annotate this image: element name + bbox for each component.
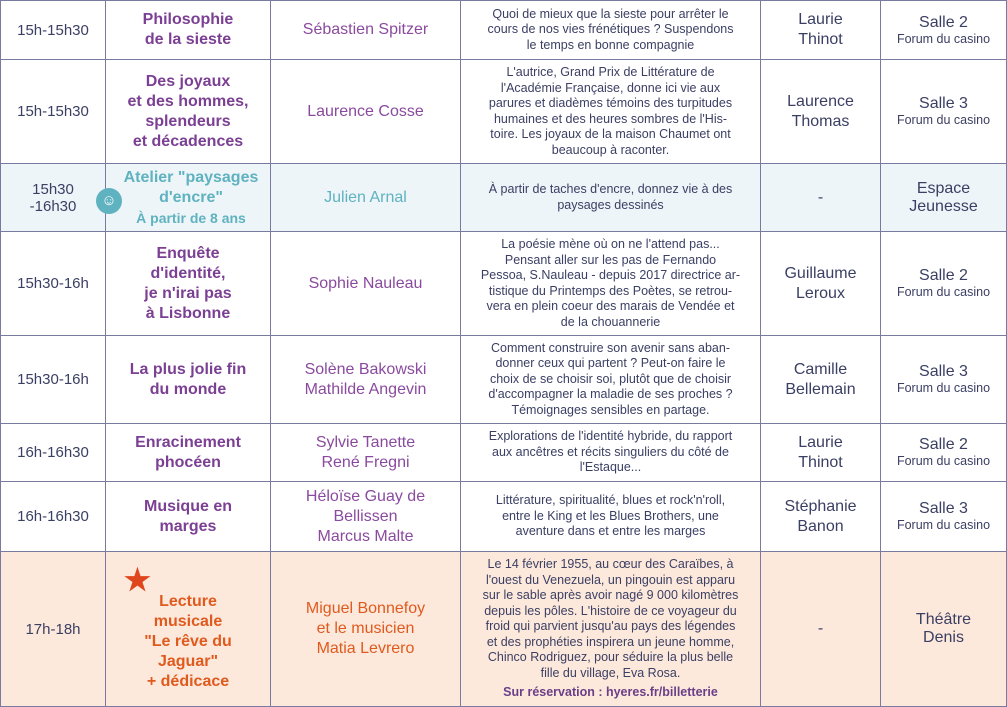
author-name: Miguel Bonnefoy [305, 600, 426, 617]
moderator-cell: Guillaume Leroux [761, 232, 881, 336]
place-cell: Salle 3 Forum du casino [881, 60, 1007, 164]
author-cell [271, 1, 461, 60]
moderator-cell: Laurie Thinot [761, 1, 881, 60]
author-name: Matia Levrero [316, 640, 415, 657]
author-name: Bellissen [333, 507, 398, 525]
age-label: À partir de 8 ans [136, 209, 246, 226]
place-cell: Salle 2 Forum du casino [881, 424, 1007, 482]
description-cell: Le 14 février 1955, au cœur des Caraïbes, à l'ouest du Venezuela, un pingouin est apparu sur le sable après avoir nagé 9 000 kilomètres depuis les pôles. L'histoire de ce voyageur du froid qui parvient jusqu'au pays des légendes et des prophéties inspirera un jeune homme, Chinco Rodriguez, pour séduire la plus belle fille du village, Eva Rosa. Sur réservation : hyeres.fr/billetterie [461, 552, 761, 707]
time-cell: 15h-15h30 [1, 1, 106, 60]
author-name: Mathilde Angevin [304, 380, 427, 398]
author-name: Héloïse Guay de [305, 487, 426, 505]
description-cell: Explorations de l'identité hybride, du rapport aux ancêtres et récits singuliers du côté de l'Estaque... [461, 424, 761, 482]
description-cell: Comment construire son avenir sans aban- donner ceux qui partent ? Peut-on faire le choix de se choisir soi, plutôt que de choisir d'accompagner la maladie de ses proches ? Témoignages sensibles en partage. [461, 336, 761, 424]
author-name: Marcus Malte [317, 527, 414, 545]
description-cell: L'autrice, Grand Prix de Littérature de l'Académie Française, donne ici vie aux parures et diadèmes témoins des turpitudes humaines et des heures sombres de l'His- toire. Les joyaux de la maison Chaumet ont beaucoup à raconter. [461, 60, 761, 164]
time-cell: 15h30 -16h30 [1, 164, 106, 232]
moderator-cell: Stéphanie Banon [761, 482, 881, 552]
moderator-cell: - [761, 552, 881, 707]
author-name: Sophie Nauleau [308, 274, 423, 292]
description-cell: Quoi de mieux que la sieste pour arrêter le cours de nos vies frénétiques ? Suspendons le temps en bonne compagnie [461, 1, 761, 60]
place-cell: Salle 3 Forum du casino [881, 482, 1007, 552]
title-cell: ★ Lecture musicale "Le rêve du Jaguar" + dédicace [106, 552, 271, 707]
author-cell [271, 552, 461, 707]
star-icon: ★ [124, 564, 151, 597]
author-name: René Fregni [321, 453, 410, 471]
title-line: de la sieste [144, 31, 232, 48]
place-cell: Théâtre Denis [881, 552, 1007, 707]
moderator-cell: Laurence Thomas [761, 60, 881, 164]
time-cell: 15h-15h30 [1, 60, 106, 164]
description-cell: Littérature, spiritualité, blues et rock'n'roll, entre le King et les Blues Brothers, une aventure dans et entre les marges [461, 482, 761, 552]
author-cell [271, 482, 461, 552]
author-cell [271, 60, 461, 164]
table-row [1, 1, 1007, 60]
time-cell: 15h30-16h [1, 336, 106, 424]
moderator-cell: Laurie Thinot [761, 424, 881, 482]
place-cell: Salle 2 Forum du casino [881, 232, 1007, 336]
moderator-cell: Camille Bellemain [761, 336, 881, 424]
title-cell: Des joyaux et des hommes, splendeurs et décadences [106, 60, 271, 164]
place-cell: Salle 3 Forum du casino [881, 336, 1007, 424]
title-cell: ☺ Atelier "paysages d'encre" À partir de 8 ans [106, 164, 271, 232]
author-name: et le musicien [316, 620, 415, 637]
child-icon: ☺ [96, 188, 122, 214]
title-cell: Enquête d'identité, je n'irai pas à Lisbonne [106, 232, 271, 336]
table-row [1, 552, 1007, 707]
table-row [1, 424, 1007, 482]
author-name: Sylvie Tanette [315, 433, 416, 451]
moderator-cell: - [761, 164, 881, 232]
time-cell: 16h-16h30 [1, 424, 106, 482]
place-cell: Espace Jeunesse [881, 164, 1007, 232]
table-row [1, 164, 1007, 232]
description-cell: À partir de taches d'encre, donnez vie à des paysages dessinés [461, 164, 761, 232]
table-row [1, 232, 1007, 336]
author-cell [271, 424, 461, 482]
author-name: Julien Arnal [324, 188, 407, 206]
description-cell: La poésie mène où on ne l'attend pas... Pensant aller sur les pas de Fernando Pessoa, S.Nauleau - depuis 2017 directrice ar- tistique du Printemps des Poètes, se retrou- vera en plein coeur des marais de Vendée et de la chouannerie [461, 232, 761, 336]
place-cell: Salle 2 Forum du casino [881, 1, 1007, 60]
table-row [1, 60, 1007, 164]
author-name: Solène Bakowski [304, 360, 427, 378]
author-cell [271, 336, 461, 424]
author-name: Laurence Cosse [307, 102, 424, 120]
author-cell [271, 232, 461, 336]
author-name: Sébastien Spitzer [302, 21, 429, 38]
time-cell: 16h-16h30 [1, 482, 106, 552]
title-cell: La plus jolie fin du monde [106, 336, 271, 424]
booking-link[interactable]: Sur réservation : hyeres.fr/billetterie [503, 685, 718, 700]
title-cell [106, 1, 271, 60]
table-row [1, 482, 1007, 552]
time-cell: 17h-18h [1, 552, 106, 707]
title-line: Philosophie [142, 11, 234, 28]
author-cell [271, 164, 461, 232]
title-cell: Musique en marges [106, 482, 271, 552]
table-row [1, 336, 1007, 424]
title-cell: Enracinement phocéen [106, 424, 271, 482]
time-cell: 15h30-16h [1, 232, 106, 336]
